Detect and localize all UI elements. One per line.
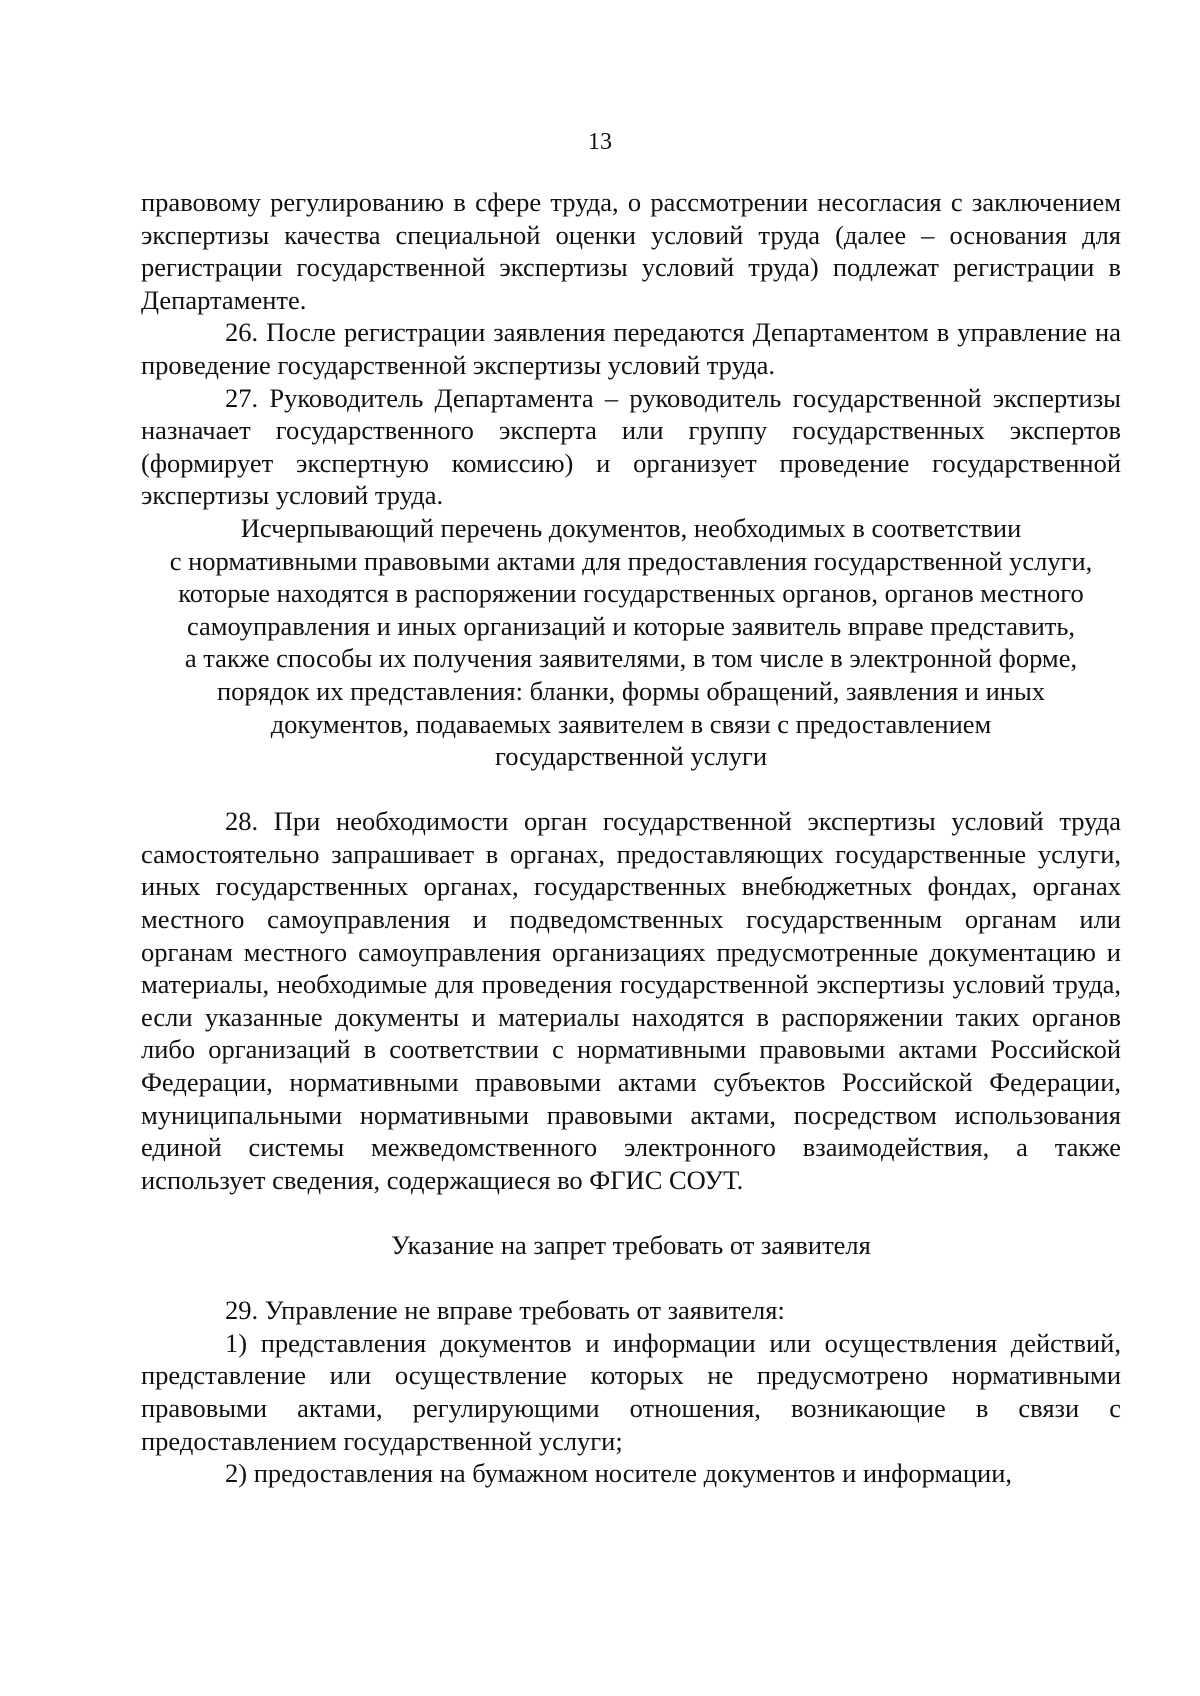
paragraph-27: 27. Руководитель Департамента – руководитель государственной экспертизы назначает государственного эксперта или группу государственных экспертов (формирует экспертную комиссию) и организует проведение государственной экспертизы условий труда. bbox=[141, 382, 1121, 511]
heading-line: самоуправления и иных организаций и которые заявитель вправе представить, bbox=[186, 610, 1076, 641]
paragraph-29-item-1: 1) представления документов и информации или осуществления действий, представление или осуществление которых не предусмотрено нормативными правовыми актами, регулирующими отношения, возникающие в связи с предоставлением государственной услуги; bbox=[141, 1327, 1121, 1456]
page-number: 13 bbox=[588, 129, 612, 155]
blank-line bbox=[141, 1262, 1121, 1295]
paragraph-28: 28. При необходимости орган государственной экспертизы условий труда самостоятельно запрашивает в органах, предоставляющих государственные услуги, иных государственных органах, государственных внебюджетных фондах, органах местного самоуправления и подведомственных государственным органам или органам местного самоуправления организациях предусмотренные документацию и материалы, необходимые для проведения государственной экспертизы условий труда, если указанные документы и материалы находятся в распоряжении таких органов либо организаций в соответствии с нормативными правовыми актами Российской Федерации, нормативными правовыми актами субъектов Российской Федерации, муниципальными нормативными правовыми актами, посредством использования единой системы межведомственного электронного взаимодействия, а также использует сведения, содержащиеся во ФГИС СОУТ. bbox=[141, 806, 1121, 1195]
blank-line bbox=[141, 1196, 1121, 1229]
paragraph-29: 29. Управление не вправе требовать от заявителя: bbox=[225, 1295, 785, 1326]
heading-line: а также способы их получения заявителями, в том числе в электронной форме, bbox=[184, 643, 1078, 674]
blank-line bbox=[141, 773, 1121, 806]
paragraph-29-item-2: 2) предоставления на бумажном носителе документов и информации, bbox=[225, 1458, 1013, 1489]
heading-line: которые находятся в распоряжении государственных органов, органов местного bbox=[178, 578, 1084, 609]
paragraph-26: 26. После регистрации заявления передаются Департаментом в управление на проведение государственной экспертизы условий труда. bbox=[141, 317, 1121, 380]
heading-line: порядок их представления: бланки, формы обращений, заявления и иных bbox=[216, 675, 1046, 706]
document-body bbox=[141, 186, 1121, 1490]
section-heading-prohibition: Указание на запрет требовать от заявителя bbox=[391, 1230, 871, 1260]
heading-line: государственной услуги bbox=[494, 741, 768, 772]
paragraph-continuation: правовому регулированию в сфере труда, о рассмотрении несогласия с заключением экспертизы качества специальной оценки условий труда (далее – основания для регистрации государственной экспертизы условий труда) подлежат регистрации в Департаменте. bbox=[141, 187, 1121, 315]
heading-line: с нормативными правовыми актами для предоставления государственной услуги, bbox=[169, 545, 1093, 576]
heading-line: документов, подаваемых заявителем в связи с предоставлением bbox=[270, 708, 992, 739]
section-heading-documents bbox=[141, 512, 1121, 773]
heading-line: Исчерпывающий перечень документов, необходимых в соответствии bbox=[240, 512, 1022, 543]
